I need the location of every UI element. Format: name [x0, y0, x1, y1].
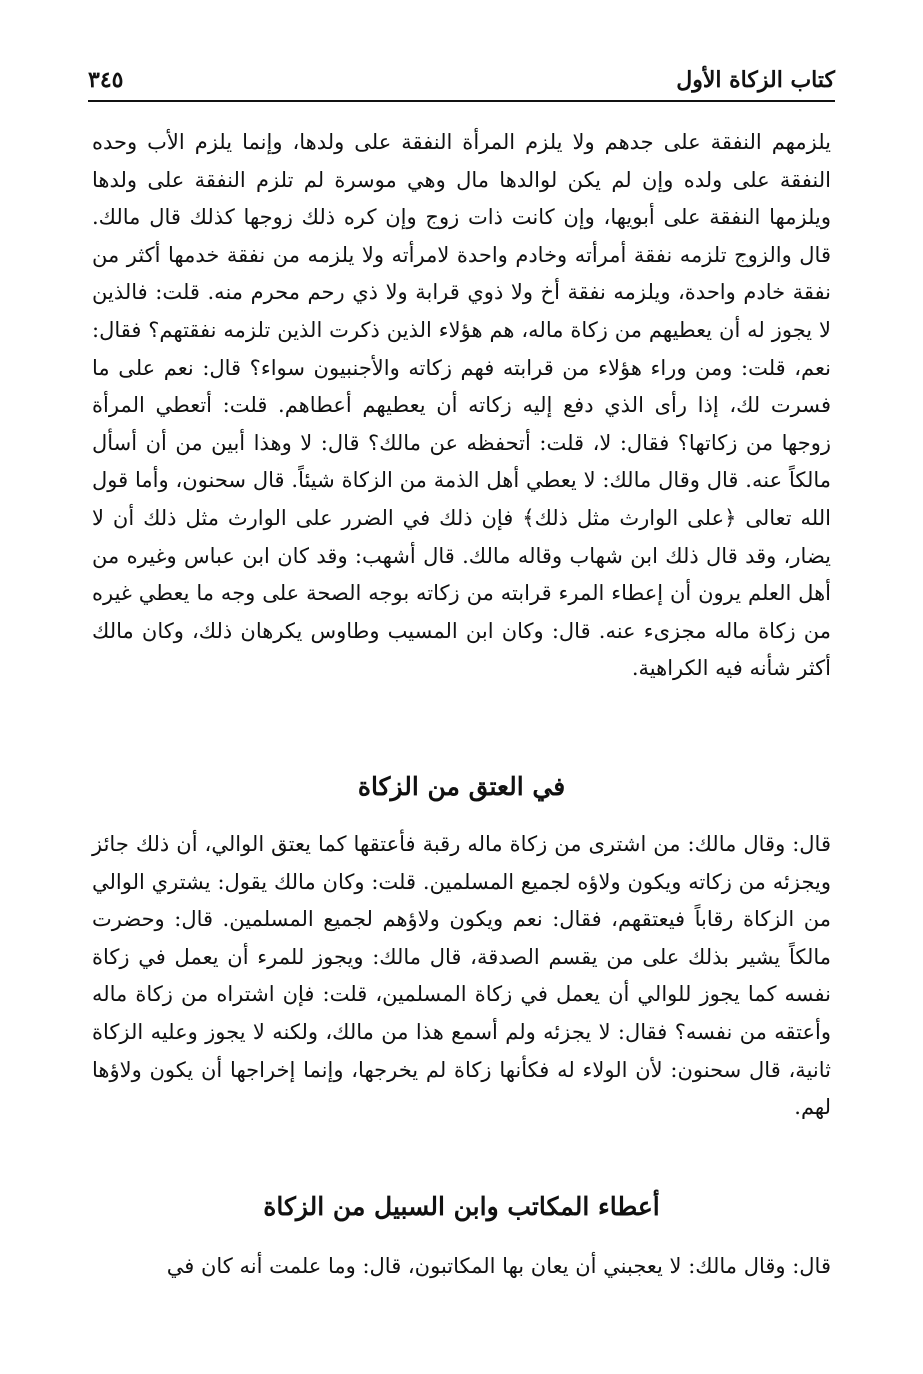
paragraph-3: قال: وقال مالك: لا يعجبني أن يعان بها المكاتبون، قال: وما علمت أنه كان في: [166, 1254, 831, 1278]
page-number: ٣٤٥: [88, 67, 124, 93]
section-heading-2: أعطاء المكاتب وابن السبيل من الزكاة: [263, 1192, 660, 1221]
paragraph-2: قال: وقال مالك: من اشترى من زكاة ماله رقبة فأعتقها كما يعتق الوالي، أن ذلك جائز ويجزئه من زكاته ويكون ولاؤه لجميع المسلمين. قلت: وكان مالك يقول: يشتري الوالي من الزكاة رقاباً فيعتقهم، فقال: نعم ويكون ولاؤهم لجميع المسلمين. قال: وحضرت مالكاً يشير بذلك على من يقسم الصدقة، قال مالك: ويجوز للمرء أن يعمل في زكاة نفسه كما يجوز للوالي أن يعمل في زكاة المسلمين، قلت: فإن اشتراه من زكاة ماله وأعتقه من نفسه؟ فقال: لا يجزئه ولم أسمع هذا من مالك، ولكنه لا يجوز وعليه الزكاة ثانية، قال سحنون: لأن الولاء له فكأنها زكاة لم يخرجها، وإنما إخراجها أن يكون ولاؤها لهم.: [92, 832, 831, 1120]
section-heading-1: في العتق من الزكاة: [357, 772, 566, 801]
header-rule: [88, 100, 835, 102]
book-title: كتاب الزكاة الأول: [676, 67, 835, 93]
running-header: [88, 62, 835, 98]
paragraph-1: يلزمهم النفقة على جدهم ولا يلزم المرأة النفقة على ولدها، وإنما يلزم الأب وحده النفقة على ولده وإن لم يكن لوالدها مال وهي موسرة لم تلزم النفقة على ولدها ويلزمها النفقة على أبويها، وإن كانت ذات زوج وإن كره ذلك زوجها كذلك قال مالك. قال والزوج تلزمه نفقة أمرأته وخادم واحدة لامرأته ولا يلزمه من نفقة خدمها أكثر من نفقة خادم واحدة، ويلزمه نفقة أخ ولا ذوي قرابة ولا ذي رحم محرم منه. قلت: فالذين لا يجوز له أن يعطيهم من زكاة ماله، هم هؤلاء الذين ذكرت الذين تلزمه نفقتهم؟ فقال: نعم، قلت: ومن وراء هؤلاء من قرابته فهم زكاته والأجنبيون سواء؟ قال: نعم على ما فسرت لك، إذا رأى الذي دفع إليه زكاته أن يعطيهم أعطاهم. قلت: أتعطي المرأة زوجها من زكاتها؟ فقال: لا، قلت: أتحفظه عن مالك؟ قال: لا وهذا أبين من أن أسأل مالكاً عنه. قال وقال مالك: لا يعطي أهل الذمة من الزكاة شيئاً. قال سحنون، وأما قول الله تعالى ﴿على الوارث مثل ذلك﴾ فإن ذلك في الضرر على الوارث مثل ذلك أن لا يضار، وقد قال ذلك ابن شهاب وقاله مالك. قال أشهب: وقد كان ابن عباس وغيره من أهل العلم يرون أن إعطاء المرء قرابته من زكاته بوجه الصحة على وجه ما يعطي غيره من زكاة ماله مجزىء عنه. قال: وكان ابن المسيب وطاوس يكرهان ذلك، وكان مالك أكثر شأنه فيه الكراهية.: [92, 130, 831, 681]
